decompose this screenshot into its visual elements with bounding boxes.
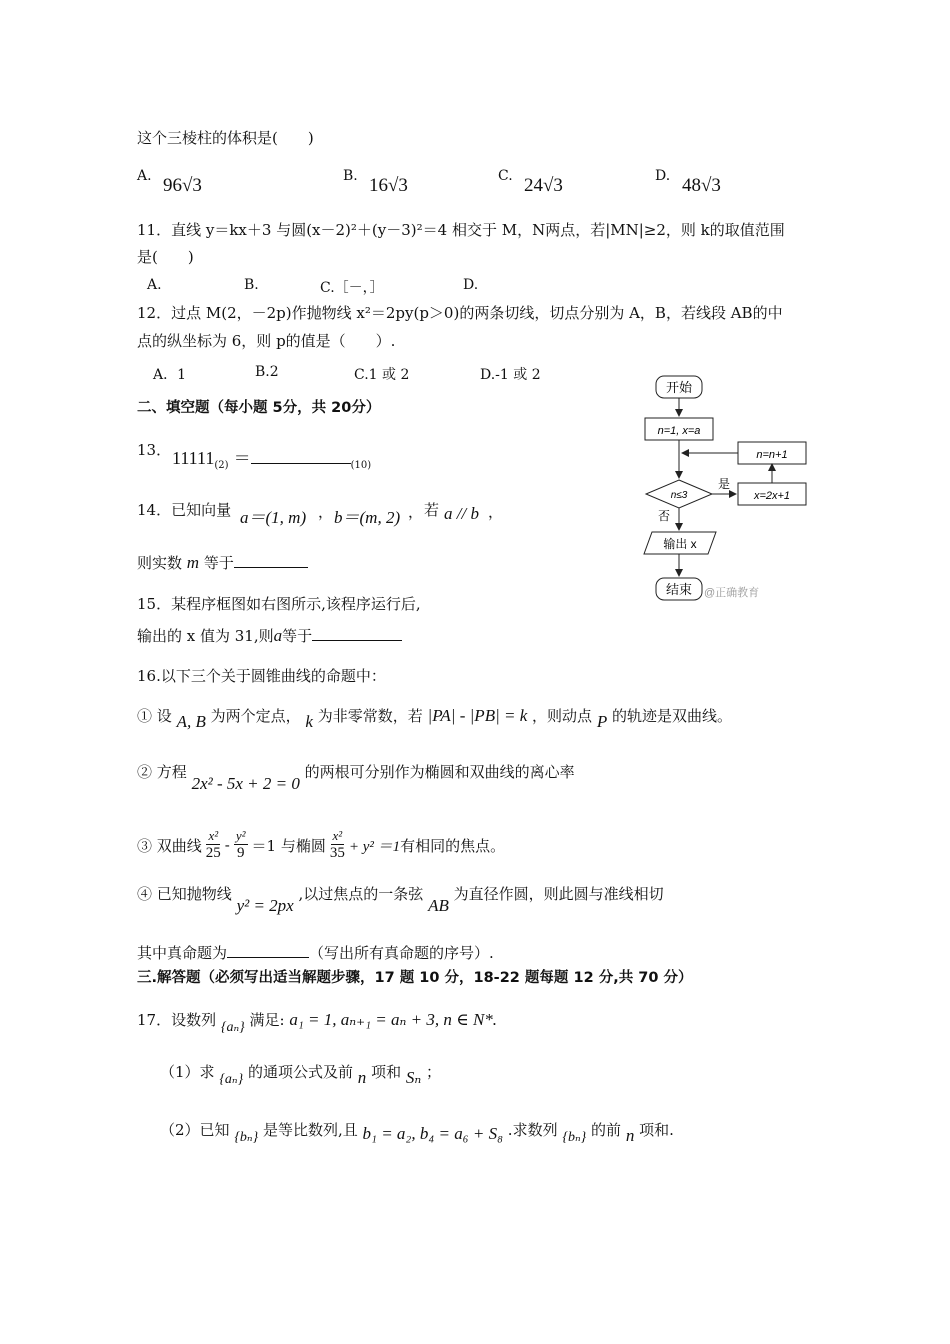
q13-binary: 11111 [172, 448, 215, 468]
q17-2d: 的前 [591, 1121, 622, 1139]
q16-prop2 [137, 762, 575, 793]
q13 [137, 440, 171, 460]
q10-option-d-value: 48√3 [682, 175, 721, 196]
q17-2n: n [625, 1126, 635, 1145]
p4-ab: AB [428, 896, 449, 915]
p3-f2d: 9 [236, 845, 245, 861]
q12-option-b: B.2 [255, 364, 279, 380]
p4-b: ,以过焦点的一条弦 [298, 885, 424, 903]
p3-frac1 [206, 828, 221, 862]
flow-step2-label: n=n+1 [756, 449, 788, 461]
q17-2a: （2）已知 [160, 1121, 230, 1139]
q14-comma3: ， [488, 503, 504, 521]
p3-frac2 [234, 828, 248, 862]
q17-part1 [160, 1062, 442, 1087]
q17-1c: 项和 [371, 1063, 402, 1081]
p3-f1d: 25 [205, 845, 221, 861]
p3-plus: + y² ＝1 [348, 838, 401, 855]
q14-m: m [186, 553, 200, 572]
p4-c: 为直径作圆，则此圆与准线相切 [453, 885, 664, 903]
program-flowchart [640, 372, 820, 612]
q16-answer-blank [227, 957, 309, 958]
q17-1a: （1）求 [160, 1063, 215, 1081]
q15-line2 [137, 626, 402, 646]
flow-end-label: 结束 [665, 582, 693, 597]
q12-option-d: D.-1 或 2 [480, 367, 541, 383]
q13-base10: (10) [350, 460, 372, 472]
flow-watermark: @正确教育 [704, 587, 760, 599]
q16-answer-line [137, 943, 494, 963]
q17-1an: {aₙ} [219, 1072, 244, 1087]
p1-expr: |PA| - |PB| = k [427, 706, 528, 725]
q17-2e: 项和. [639, 1121, 674, 1139]
q17-2b: 是等比数列,且 [262, 1121, 358, 1139]
q15-line2-a: 输出的 x 值为 31,则 [137, 627, 274, 645]
q11-option-d: D. [463, 277, 479, 293]
p1-p: P [596, 712, 608, 731]
p1-a: ① 设 [137, 707, 172, 725]
q14-line2 [137, 553, 308, 573]
q14-if: 若 [424, 501, 440, 519]
q11-stem-line2: 是( ) [137, 248, 194, 266]
q11-option-b: B. [244, 277, 259, 293]
q17-2c: .求数列 [507, 1121, 558, 1139]
q10-option-c-label: C. [498, 168, 513, 184]
p3-f3n: x² [332, 828, 343, 843]
p1-b: 为两个定点， [210, 707, 301, 725]
p3-frac3 [330, 828, 345, 862]
q15-a: a [273, 626, 283, 645]
flow-output-label: 输出 x [663, 537, 697, 551]
q17-2bn2: {bₙ} [562, 1130, 587, 1145]
p1-d: ，则动点 [532, 707, 593, 725]
q10-option-a-label: A. [137, 168, 152, 184]
q17-2bn: {bₙ} [234, 1130, 259, 1145]
flow-no-label: 否 [658, 509, 671, 523]
p1-e: 的轨迹是双曲线。 [612, 707, 733, 725]
q12-option-c: C.1 或 2 [354, 367, 410, 383]
q13-answer-blank [251, 463, 351, 464]
p2-b: 的两根可分别作为椭圆和双曲线的离心率 [304, 763, 575, 781]
q10-option-d-label: D. [655, 168, 671, 184]
section-2-heading: 二、填空题（每小题 5分，共 20分） [137, 400, 381, 416]
q13-equals: ＝ [233, 449, 251, 469]
flow-condition-label: n≤3 [670, 490, 688, 501]
q17-expr: a₁ = 1, aₙ₊₁ = aₙ + 3, n ∈ N*. [289, 1010, 498, 1029]
q16-end-a: 其中真命题为 [137, 944, 228, 962]
q10-option-a-value: 96√3 [163, 175, 202, 196]
section-3-heading: 三.解答题（必须写出适当解题步骤，17 题 10 分，18-22 题每题 12 分,共 70 分） [137, 970, 693, 986]
p3-a: ③ 双曲线 [137, 836, 202, 855]
p4-a: ④ 已知抛物线 [137, 885, 232, 903]
q17-2expr: b₁ = a₂, b₄ = a₆ + S₈ [362, 1124, 504, 1143]
flow-init-label: n=1, x=a [657, 425, 701, 437]
q16-prop4 [137, 884, 664, 915]
q17-1s: Sₙ [405, 1068, 422, 1087]
q14-answer-blank [234, 567, 308, 568]
q16-end-b: （写出所有真命题的序号）. [309, 944, 494, 962]
q10-option-b-value: 16√3 [369, 175, 408, 196]
q12-stem-line2: 点的纵坐标为 6，则 p的值是（ ）. [137, 332, 396, 350]
q17-1d: ； [426, 1063, 442, 1081]
q11-option-a: A. [147, 277, 162, 293]
q13-base2: (2) [214, 460, 229, 472]
q17-b: 满足: [249, 1011, 285, 1029]
q14-vector-a: a＝(1, m) [240, 508, 307, 527]
q12-option-a: A．1 [153, 367, 187, 383]
p3-eq1: ＝1 与椭圆 [251, 836, 326, 855]
q14-stem: 14．已知向量 [137, 501, 232, 519]
p3-minus: - [224, 836, 230, 854]
q16-stem: 16.以下三个关于圆锥曲线的命题中： [137, 667, 386, 685]
q17-1n: n [357, 1068, 367, 1087]
q12-stem-line1: 12．过点 M(2，－2p)作抛物线 x²＝2py(p＞0)的两条切线，切点分别为 A，B，若线段 AB的中 [137, 304, 783, 322]
p3-f1n: x² [208, 828, 219, 843]
q14-comma1: ， [318, 503, 334, 521]
q11-option-c: C.［－，］ [320, 280, 384, 296]
q17-an: {aₙ} [220, 1020, 245, 1035]
p1-c: 为非零常数，若 [317, 707, 423, 725]
q16-prop1 [137, 706, 733, 731]
p3-f3d: 35 [329, 845, 345, 861]
p2-expr: 2x² - 5x + 2 = 0 [191, 774, 300, 793]
p1-k: k [305, 712, 313, 731]
q10-option-b-label: B. [343, 168, 358, 184]
q17-1b: 的通项公式及前 [247, 1063, 353, 1081]
q16-prop3 [137, 822, 505, 868]
p2-a: ② 方程 [137, 763, 187, 781]
p4-expr: y² = 2px [236, 896, 294, 915]
q15-answer-blank [312, 640, 402, 641]
q17-stem [137, 1010, 498, 1035]
q14-line2-a: 则实数 [137, 554, 183, 572]
p1-ab: A, B [176, 712, 206, 731]
q17-part2 [160, 1120, 674, 1145]
q14-parallel: a // b [444, 504, 479, 523]
q11-stem-line1: 11．直线 y＝kx＋3 与圆(x－2)²＋(y－3)²＝4 相交于 M，N两点，若|MN|≥2，则 k的取值范围 [137, 221, 785, 239]
flow-start-label: 开始 [665, 380, 693, 395]
q10-option-c-value: 24√3 [524, 175, 563, 196]
p3-f2n: y² [235, 828, 246, 843]
q13-number: 13． [137, 441, 172, 459]
q17-a: 17．设数列 [137, 1011, 217, 1029]
flow-yes-label: 是 [718, 477, 731, 491]
flow-step1-label: x=2x+1 [753, 490, 791, 502]
q15-line2-b: 等于 [282, 627, 313, 645]
q14-comma2: ， [408, 503, 424, 521]
q15-line1: 15．某程序框图如右图所示,该程序运行后, [137, 595, 421, 613]
q14-line2-b: 等于 [203, 554, 234, 572]
q13-expression [172, 444, 371, 471]
q14-vector-b: b＝(m, 2) [334, 508, 401, 527]
p3-b: 有相同的焦点。 [400, 836, 506, 855]
q10-stem: 这个三棱柱的体积是( ) [137, 129, 314, 147]
